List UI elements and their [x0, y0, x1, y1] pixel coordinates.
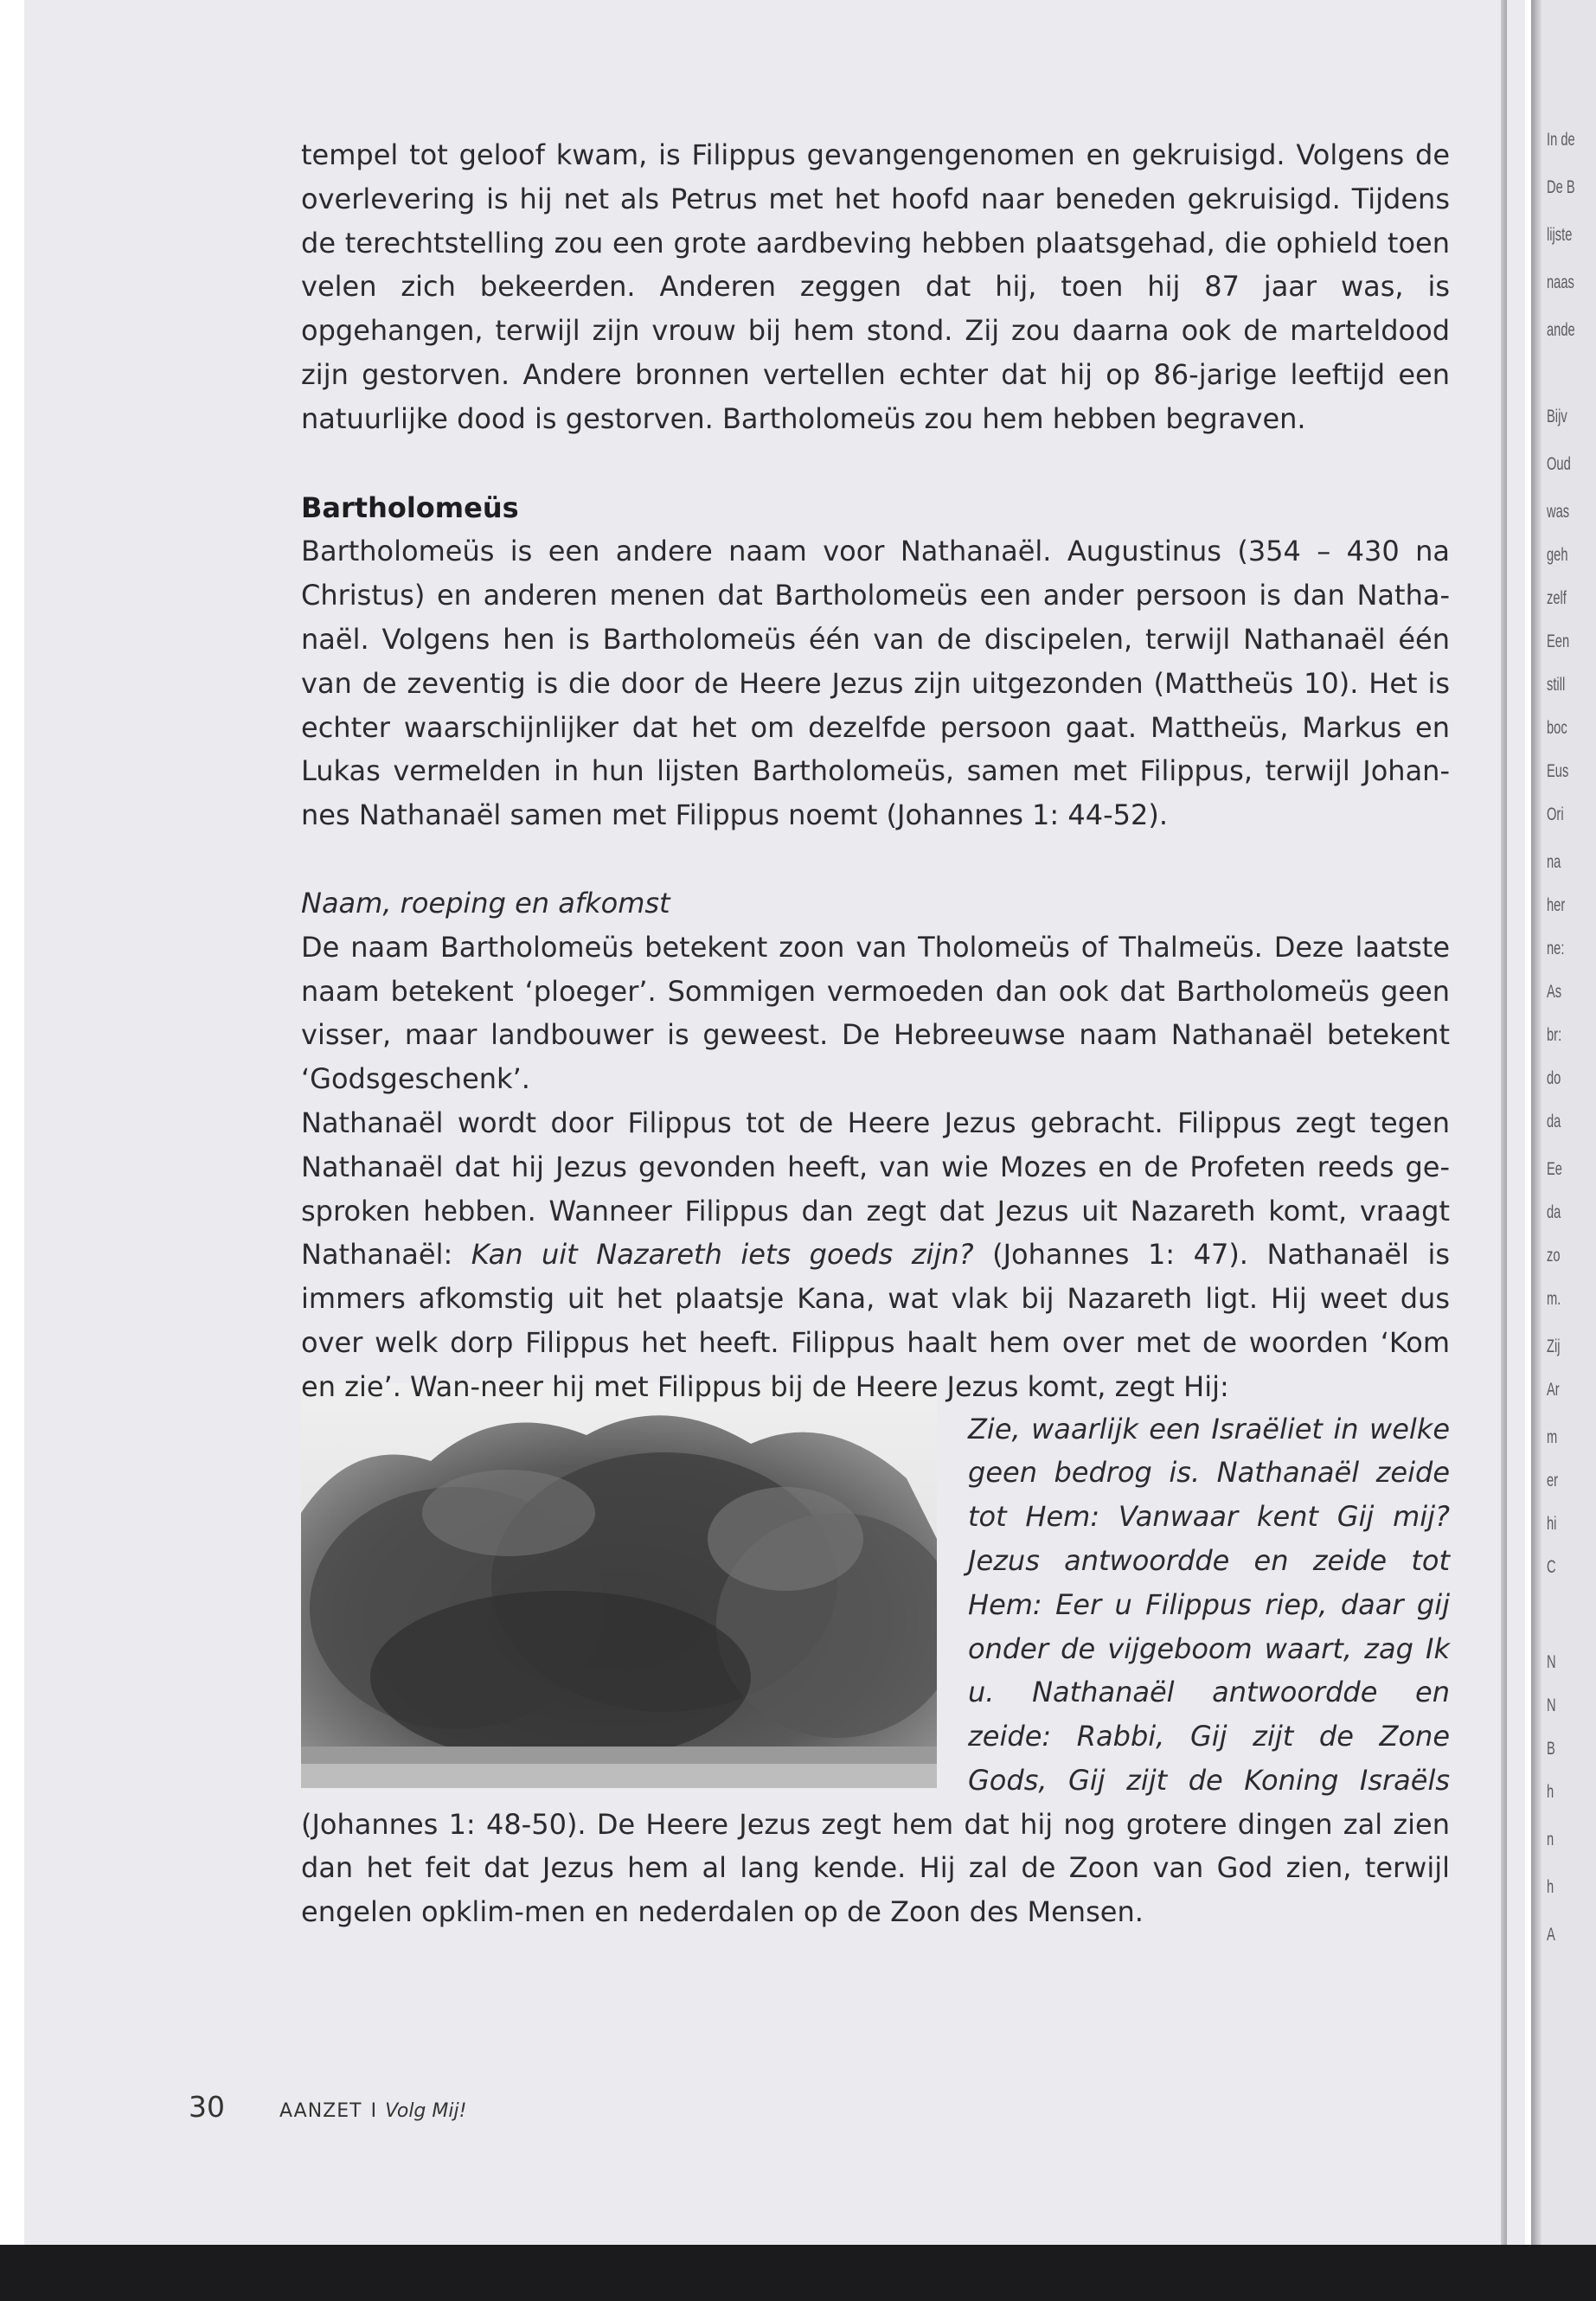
footer-separator: I: [370, 2100, 377, 2122]
facing-page-fragment: As: [1547, 982, 1562, 1002]
facing-page-fragment: B: [1547, 1739, 1555, 1759]
facing-page-fragment: Ori: [1547, 804, 1564, 824]
facing-page-fragment: Oud: [1547, 454, 1571, 474]
facing-page-fragment: A: [1547, 1925, 1555, 1945]
facing-page-fragment: Een: [1547, 631, 1570, 651]
facing-page-fragment: Ar: [1547, 1380, 1560, 1400]
facing-page-fragment: Eus: [1547, 761, 1569, 781]
facing-page-fragment: ande: [1547, 320, 1575, 340]
facing-page-fragment: N: [1547, 1652, 1556, 1672]
scan-bottom-edge: [0, 2245, 1596, 2301]
quote-nazareth: Kan uit Nazareth iets goeds zijn?: [471, 1238, 974, 1272]
page-footer: [189, 2090, 466, 2124]
paragraph-naam: De naam Bartholomeüs betekent zoon van Tholomeüs of Thalmeüs. Deze laatste naam betekent ‘ploeger’. Sommigen vermoeden dan ook dat Bartholomeüs geen visser, maar landbouwer is geweest. De Hebreeuwse naam Nathanaël betekent ‘Godsgeschenk’.: [301, 930, 1450, 1096]
facing-page-fragment: m: [1547, 1427, 1558, 1447]
facing-page-fragment: zo: [1547, 1246, 1561, 1266]
facing-page-fragment: h: [1547, 1782, 1554, 1802]
facing-page-fragment: C: [1547, 1557, 1556, 1577]
facing-page-fragment: De B: [1547, 177, 1575, 197]
facing-page-fragment: geh: [1547, 545, 1568, 565]
paragraph-nathanael: [301, 1101, 1450, 1409]
facing-page-fragment: Zij: [1547, 1336, 1561, 1356]
facing-page-fragment: naas: [1547, 272, 1574, 292]
facing-page-fragment: da: [1547, 1202, 1561, 1222]
facing-page: [1531, 0, 1596, 2301]
subsection-heading: Naam, roeping en afkomst: [301, 886, 670, 920]
facing-page-fragment: ne:: [1547, 939, 1565, 958]
facing-page-fragment: N: [1547, 1695, 1556, 1715]
facing-page-fragment: n: [1547, 1830, 1554, 1849]
facing-page-fragment: was: [1547, 502, 1570, 522]
fig-tree-image: [301, 1383, 937, 1788]
binding-gutter: [1531, 0, 1542, 2301]
paragraph-bartholomeus: Bartholomeüs is een andere naam voor Nathanaël. Augustinus (354 – 430 na Christus) en anderen menen dat Bartholomeüs een ander persoon is dan Natha-naël. Volgens hen is Bartholomeüs één van de discipelen, terwijl Nathanaël één van de zeventig is die door de Heere Jezus zijn uitgezonden (Mattheüs 10). Het is echter waarschijnlijker dat het om dezelfde persoon gaat. Mattheüs, Markus en Lukas vermelden in hun lijsten Bartholomeüs, samen met Filippus, terwijl Johan-nes Nathanaël samen met Filippus noemt (Johannes 1: 44-52).: [301, 535, 1450, 832]
facing-page-fragment: zelf: [1547, 588, 1567, 608]
quote-text: Zie, waarlijk een Israëliet in welke geen bedrog is. Nathanaël zeide tot Hem: Vanwaar kent Gij mij? Jezus antwoordde en zeide tot Hem: Eer u Filippus riep, daar gij onder de vijgeboom waart, zag Ik u. Nathanaël antwoordde en zeide: Rabbi, Gij zijt de Zone Gods, Gij zijt de Koning Israëls: [968, 1412, 1450, 1797]
facing-page-fragment: br:: [1547, 1025, 1562, 1045]
publication-name: AANZET: [279, 2100, 362, 2122]
book-page: [24, 0, 1525, 2245]
facing-page-fragment: boc: [1547, 718, 1567, 738]
facing-page-fragment: In de: [1547, 130, 1575, 150]
facing-page-fragment: lijste: [1547, 225, 1573, 245]
facing-page-fragment: do: [1547, 1068, 1561, 1088]
section-heading: Bartholomeüs: [301, 490, 519, 524]
page-number: 30: [189, 2090, 225, 2124]
text-segment: (Johannes 1: 47). Nathanaël is immers afkomstig uit het plaatsje Kana, wat vlak bij Nazareth ligt. Hij weet dus over welk dorp Filippus het heeft. Filippus haalt hem over met de woorden ‘Kom en zie’. Wan-neer hij met Filippus bij de Heere Jezus komt, zegt Hij:: [301, 1238, 1451, 1403]
facing-page-fragment: Bijv: [1547, 407, 1567, 426]
facing-page-fragment: her: [1547, 895, 1566, 915]
paragraph-intro: tempel tot geloof kwam, is Filippus gevangengenomen en gekruisigd. Volgens de overlevering is hij net als Petrus met het hoofd naar beneden gekruisigd. Tijdens de terechtstelling zou een grote aardbeving hebben plaatsgehad, die ophield toen velen zich bekeerden. Anderen zeggen dat hij, toen hij 87 jaar was, is opgehangen, terwijl zijn vrouw bij hem stond. Zij zou daarna ook de marteldood zijn gestorven. Andere bronnen vertellen echter dat hij op 86-jarige leeftijd een natuurlijke dood is gestorven. Bartholomeüs zou hem hebben begraven.: [301, 138, 1450, 435]
facing-page-fragment: na: [1547, 852, 1561, 872]
page-edge-shadow: [1501, 0, 1507, 2245]
text-with-photo: [301, 1101, 1450, 1934]
facing-page-fragment: da: [1547, 1112, 1561, 1131]
closing-text: (Johannes 1: 48-50). De Heere Jezus zegt hem dat hij nog grotere dingen zal zien dan het feit dat Jezus hem al lang kende. Hij zal de Zoon van God zien, terwijl engelen opklim-men en nederdalen op de Zoon des Mensen.: [301, 1807, 1450, 1929]
facing-page-fragment: still: [1547, 675, 1566, 695]
facing-page-fragment: Ee: [1547, 1159, 1562, 1179]
text-segment: Nathanaël wordt door Filippus tot de Heere Jezus gebracht. Filippus zegt tegen Nathanaël dat hij Jezus gevonden heeft, van wie Mozes en de Profeten reeds ge-sproken hebben. Wanneer Filippus dan zegt dat Jezus uit Nazareth komt, vraagt Nathanaël:: [301, 1106, 1450, 1272]
facing-page-fragment: hi: [1547, 1514, 1557, 1534]
facing-page-fragment: m.: [1547, 1289, 1561, 1309]
fig-tree-photo: [301, 1383, 937, 1788]
publication-title: Volg Mij!: [385, 2100, 467, 2122]
facing-page-fragment: h: [1547, 1877, 1554, 1897]
facing-page-fragment: er: [1547, 1471, 1559, 1490]
body-text: [301, 133, 1450, 1934]
